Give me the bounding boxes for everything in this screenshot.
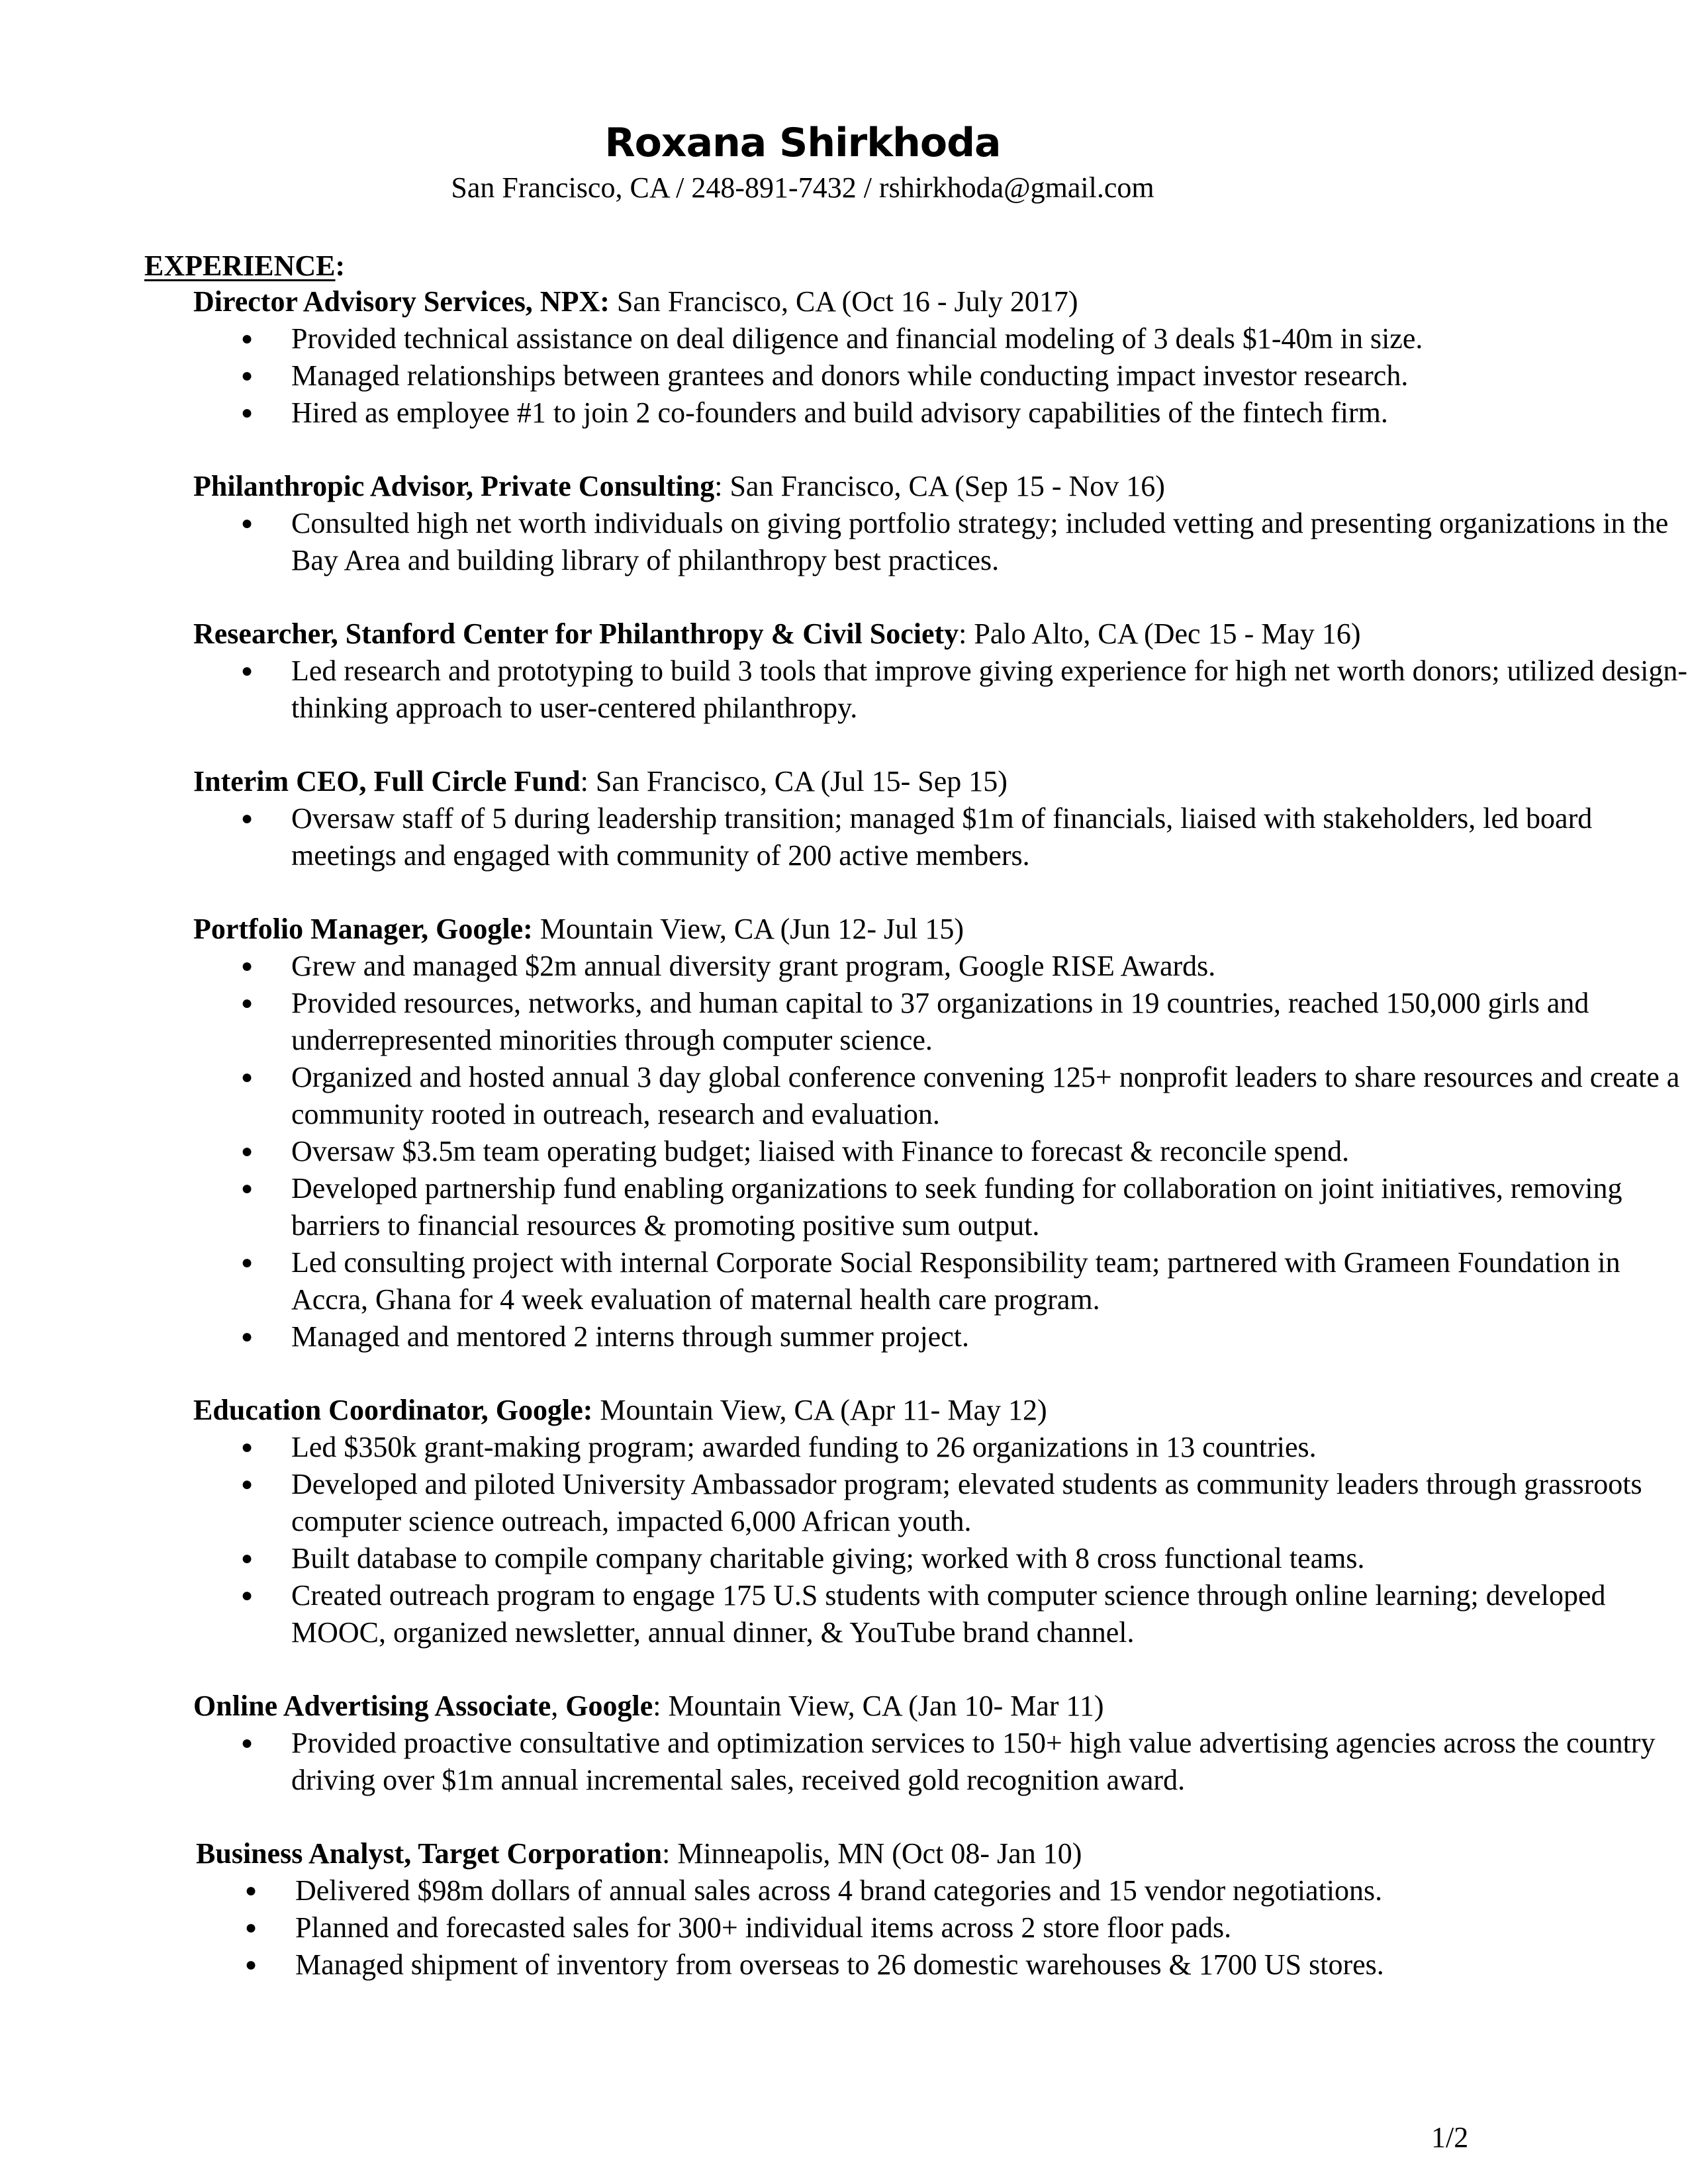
job-entry — [193, 468, 1669, 579]
job-header — [193, 468, 1517, 505]
bullet-item — [193, 1577, 1688, 1651]
job-entry — [193, 1835, 1517, 1983]
bullet-icon: ● — [241, 1326, 254, 1347]
bullet-icon: ● — [241, 1584, 254, 1606]
bullet-item — [193, 1540, 1688, 1577]
bullet-item — [193, 985, 1688, 1059]
bullet-icon: ● — [241, 1066, 254, 1088]
section-title-colon: : — [335, 250, 346, 282]
bullet-item — [193, 800, 1688, 874]
job-location-dates: : San Francisco, CA (Jul 15- Sep 15) — [580, 765, 1008, 797]
page-number: 1/2 — [1431, 2121, 1469, 2154]
bullet-item — [193, 357, 1688, 394]
job-title: Business Analyst, Target Corporation — [196, 1837, 663, 1870]
bullet-item — [193, 1725, 1688, 1799]
job-location-dates: : Mountain View, CA (Jan 10- Mar 11) — [653, 1690, 1104, 1722]
job-bullets — [193, 1725, 1656, 1799]
job-header — [196, 1835, 1517, 1872]
bullet-icon: ● — [241, 955, 254, 977]
job-entry — [193, 1392, 1642, 1651]
bullet-icon: ● — [241, 660, 254, 682]
bullet-text: Consulted high net worth individuals on giving portfolio strategy; included vetting and presenting organizations in the Bay Area and building library of philanthropy best practices. — [291, 507, 1669, 576]
bullet-item — [193, 1872, 1688, 1909]
bullet-text: Planned and forecasted sales for 300+ individual items across 2 store floor pads. — [295, 1911, 1232, 1944]
job-header — [193, 763, 1517, 800]
job-bullets — [193, 1872, 1517, 1983]
job-location-dates: San Francisco, CA (Oct 16 - July 2017) — [609, 285, 1078, 318]
bullet-text: Provided proactive consultative and optimization services to 150+ high value advertising agencies across the country driving over $1m annual incremental sales, received gold recognition award. — [291, 1727, 1656, 1796]
bullet-item — [193, 1133, 1688, 1170]
bullet-text: Hired as employee #1 to join 2 co-founders and build advisory capabilities of the fintech firm. — [291, 396, 1388, 429]
bullet-icon: ● — [241, 1251, 254, 1273]
bullet-icon: ● — [245, 1954, 258, 1976]
bullet-icon: ● — [241, 992, 254, 1014]
job-bullets — [193, 800, 1593, 874]
job-location-dates: : Minneapolis, MN (Oct 08- Jan 10) — [662, 1837, 1082, 1870]
section-title-text: EXPERIENCE — [144, 250, 336, 282]
job-bullets — [193, 1429, 1642, 1651]
bullet-icon: ● — [241, 807, 254, 829]
job-bullets — [193, 653, 1688, 727]
job-location-dates: Mountain View, CA (Apr 11- May 12) — [592, 1394, 1047, 1426]
bullet-text: Created outreach program to engage 175 U.S students with computer science through online learning; developed MOOC, organized newsletter, annual dinner, & YouTube brand channel. — [291, 1579, 1606, 1649]
bullet-text: Led $350k grant-making program; awarded funding to 26 organizations in 13 countries. — [291, 1431, 1317, 1463]
job-title: Online Advertising Associate — [193, 1690, 551, 1722]
job-entry — [193, 1688, 1656, 1799]
bullet-item — [193, 653, 1688, 727]
bullet-icon: ● — [241, 1177, 254, 1199]
candidate-name: Roxana Shirkhoda — [604, 120, 1001, 166]
job-title-separator: , — [551, 1690, 566, 1722]
bullet-item — [193, 1466, 1688, 1540]
job-bullets — [193, 320, 1517, 432]
bullet-text: Developed partnership fund enabling organizations to seek funding for collaboration on joint initiatives, removing barriers to financial resources & promoting positive sum output. — [291, 1172, 1622, 1242]
job-location-dates: : Palo Alto, CA (Dec 15 - May 16) — [959, 617, 1361, 650]
bullet-item — [193, 505, 1688, 579]
bullet-item — [193, 1059, 1688, 1133]
bullet-icon: ● — [241, 328, 254, 349]
bullet-icon: ● — [241, 1547, 254, 1569]
job-location-dates: Mountain View, CA (Jun 12- Jul 15) — [532, 913, 964, 945]
bullet-icon: ● — [241, 402, 254, 424]
bullet-icon: ● — [245, 1880, 258, 1901]
bullet-text: Developed and piloted University Ambassador program; elevated students as community leaders through grassroots computer science outreach, impacted 6,000 African youth. — [291, 1468, 1642, 1537]
contact-line: San Francisco, CA / 248-891-7432 / rshirkhoda@gmail.com — [451, 171, 1154, 204]
bullet-text: Organized and hosted annual 3 day global conference convening 125+ nonprofit leaders to share resources and create a community rooted in outreach, research and evaluation. — [291, 1061, 1680, 1130]
bullet-item — [193, 1946, 1688, 1983]
experience-list — [193, 283, 1688, 2020]
job-header — [193, 283, 1517, 320]
bullet-icon: ● — [241, 1140, 254, 1162]
job-entry — [193, 615, 1688, 727]
bullet-icon: ● — [245, 1917, 258, 1938]
job-title: Portfolio Manager, Google: — [193, 913, 533, 945]
job-bullets — [193, 505, 1669, 579]
bullet-text: Built database to compile company charitable giving; worked with 8 cross functional teams. — [291, 1542, 1365, 1574]
job-header — [193, 1688, 1517, 1725]
job-title: Researcher, Stanford Center for Philanthropy & Civil Society — [193, 617, 959, 650]
job-entry — [193, 283, 1517, 432]
bullet-text: Managed shipment of inventory from overseas to 26 domestic warehouses & 1700 US stores. — [295, 1948, 1384, 1981]
bullet-item — [193, 1244, 1688, 1318]
job-title: Interim CEO, Full Circle Fund — [193, 765, 581, 797]
job-company: Google — [565, 1690, 653, 1722]
bullet-icon: ● — [241, 1473, 254, 1495]
job-entry — [193, 763, 1593, 874]
bullet-text: Delivered $98m dollars of annual sales across 4 brand categories and 15 vendor negotiations. — [295, 1874, 1383, 1907]
bullet-text: Provided resources, networks, and human capital to 37 organizations in 19 countries, reached 150,000 girls and underrepresented minorities through computer science. — [291, 987, 1589, 1056]
job-title: Director Advisory Services, NPX: — [193, 285, 610, 318]
bullet-item — [193, 1909, 1688, 1946]
job-header — [193, 911, 1517, 948]
job-location-dates: : San Francisco, CA (Sep 15 - Nov 16) — [714, 470, 1165, 502]
job-entry — [193, 911, 1680, 1355]
job-header — [193, 615, 1517, 653]
bullet-item — [193, 1318, 1688, 1355]
job-title: Philanthropic Advisor, Private Consulting — [193, 470, 715, 502]
bullet-item — [193, 948, 1688, 985]
bullet-item — [193, 1429, 1688, 1466]
bullet-text: Oversaw staff of 5 during leadership transition; managed $1m of financials, liaised with stakeholders, led board meetings and engaged with community of 200 active members. — [291, 802, 1593, 872]
bullet-text: Led consulting project with internal Corporate Social Responsibility team; partnered with Grameen Foundation in Accra, Ghana for 4 week evaluation of maternal health care program. — [291, 1246, 1620, 1316]
bullet-item — [193, 1170, 1688, 1244]
bullet-text: Led research and prototyping to build 3 tools that improve giving experience for high net worth donors; utilized design-thinking approach to user-centered philanthropy. — [291, 655, 1688, 724]
bullet-text: Oversaw $3.5m team operating budget; liaised with Finance to forecast & reconcile spend. — [291, 1135, 1350, 1167]
bullet-icon: ● — [241, 365, 254, 387]
job-header — [193, 1392, 1517, 1429]
bullet-icon: ● — [241, 1436, 254, 1458]
bullet-text: Provided technical assistance on deal diligence and financial modeling of 3 deals $1-40m in size. — [291, 322, 1423, 355]
bullet-item — [193, 320, 1688, 357]
bullet-icon: ● — [241, 1732, 254, 1754]
bullet-item — [193, 394, 1688, 432]
bullet-text: Managed and mentored 2 interns through summer project. — [291, 1320, 969, 1353]
job-bullets — [193, 948, 1680, 1355]
bullet-icon: ● — [241, 512, 254, 534]
bullet-text: Grew and managed $2m annual diversity grant program, Google RISE Awards. — [291, 950, 1216, 982]
job-title: Education Coordinator, Google: — [193, 1394, 593, 1426]
bullet-text: Managed relationships between grantees and donors while conducting impact investor research. — [291, 359, 1409, 392]
section-title-experience — [144, 246, 345, 286]
